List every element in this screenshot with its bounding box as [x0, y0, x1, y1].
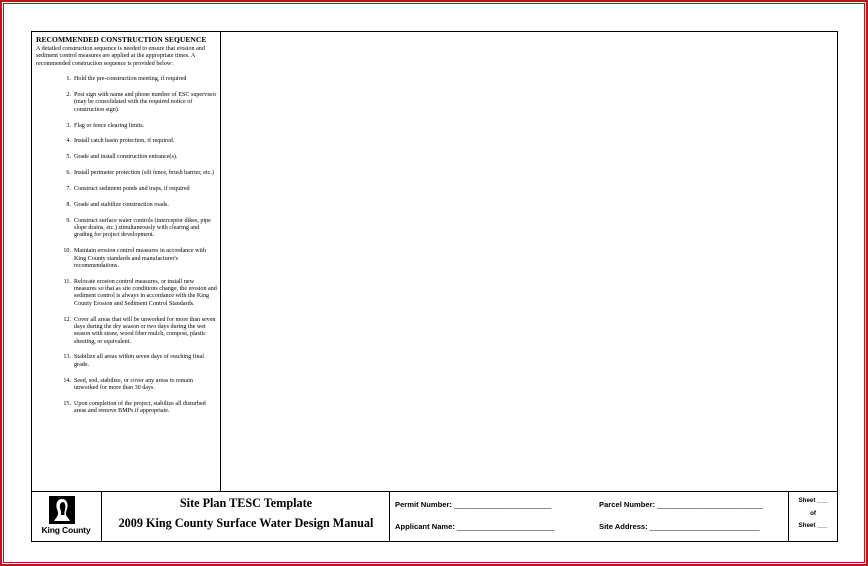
list-item: 15. Upon completion of the project, stabilize all disturbed areas and remove BMPs if appropriate.: [63, 400, 206, 415]
list-item: 9. Construct surface water controls (interceptor dikes, pipe slope drains, etc.) simultaneously with clearing and grading for project development.: [66, 217, 211, 239]
construction-sequence-panel: [32, 32, 221, 492]
sheet-number-field[interactable]: Sheet ___: [798, 497, 828, 504]
list-item: 13. Stabilize all areas within seven days of reaching final grade.: [63, 354, 204, 368]
site-address-field[interactable]: Site Address: __________________________: [599, 522, 760, 531]
list-item: 8. Grade and stabilize construction roads.: [66, 201, 169, 208]
document-title: Site Plan TESC Template: [179, 496, 313, 510]
sequence-steps: [36, 76, 220, 415]
list-item: 12. Cover all areas that will be unworked for more than seven days during the dry season or two days during the wet season with straw, wood fiber mulch, compost, plastic sheeting, or equivalent.: [63, 316, 216, 345]
title-cell: [102, 492, 390, 542]
list-item: 5. Grade and install construction entrance(s).: [66, 154, 178, 161]
sheet-of-label: of: [810, 510, 816, 517]
list-item: 3. Flag or fence clearing limits.: [66, 122, 145, 129]
list-item: 10. Maintain erosion control measures in accordance with King County standards and manufacturer's recommendations.: [63, 248, 206, 269]
sequence-title: RECOMMENDED CONSTRUCTION SEQUENCE: [36, 35, 207, 44]
sheet-total-field[interactable]: Sheet ___: [798, 522, 828, 529]
site-plan-sheet: [31, 31, 838, 542]
sequence-intro: A detailed construction sequence is needed to ensure that erosion and sediment control measures are applied at the appropriate times. A recommended construction sequence is provided below:: [36, 46, 205, 67]
list-item: 6. Install perimeter protection (silt fence, brush barrier, etc.): [66, 170, 214, 177]
parcel-number-field[interactable]: Parcel Number: _________________________: [599, 500, 763, 509]
list-item: 4. Install catch basin protection, if required.: [66, 138, 175, 145]
permit-number-field[interactable]: Permit Number: _______________________: [395, 500, 552, 509]
drawing-area[interactable]: [221, 32, 837, 491]
list-item: 2. Post sign with name and phone number of ESC supervisor (may be consolidated with the required notice of construction sign).: [66, 92, 217, 113]
list-item: 11. Relocate erosion control measures, or install new measures so that as site conditions change, the erosion and sediment control is always in accordance with the King County Erosion and Sediment Control Standards.: [63, 278, 217, 307]
project-fields-cell: [390, 492, 789, 542]
document-subtitle: 2009 King County Surface Water Design Manual: [118, 516, 374, 530]
logo-cell: [32, 492, 102, 542]
list-item: 7. Construct sediment ponds and traps, if required: [66, 185, 190, 192]
sheet-number-cell: [789, 492, 837, 542]
applicant-name-field[interactable]: Applicant Name: _______________________: [395, 522, 555, 531]
list-item: 14. Seed, sod, stabilize, or cover any areas to remain unworked for more than 30 days.: [63, 377, 193, 391]
list-item: 1. Hold the pre-construction meeting, if required: [66, 76, 187, 83]
logo-wordmark: King County: [41, 525, 91, 535]
title-block: [32, 491, 837, 542]
king-county-logo-icon: [49, 496, 75, 524]
